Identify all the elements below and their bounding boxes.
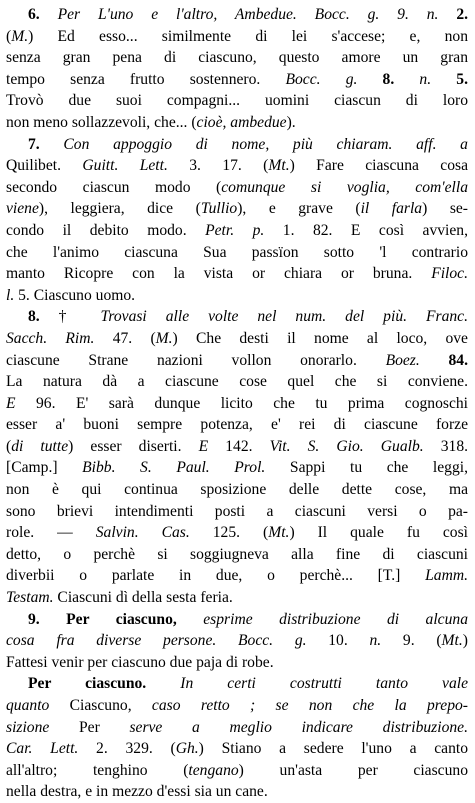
text-line: l. 5. Ciascuno uomo. <box>6 286 136 304</box>
text-line: sizione Per serve a meglio indicare distribuzione. <box>6 718 468 736</box>
entry-sense-6 <box>6 4 468 134</box>
text-line: role. — Salvin. Cas. 125. (Mt.) Il quale fu così <box>6 524 468 542</box>
text-line: diverbii o parlate in due, o perchè... [T.] Lamm. <box>6 567 468 585</box>
text-line: cosa fra diverse persone. Bocc. g. 10. n. 9. (Mt.) <box>6 632 468 650</box>
text-line: senza gran pena di ciascuno, questo amore un gran <box>6 49 468 67</box>
text-line: non meno sollazzevoli, che... (cioè, ambedue). <box>6 113 296 131</box>
text-line: secondo ciascun modo (comunque si voglia, com'ella <box>6 178 468 196</box>
text-line: quanto Ciascuno, caso retto ; se non che la prepo- <box>6 697 468 714</box>
text-line: (di tutte) esser diserti. E 142. Vit. S. Gio. Gualb. 318. <box>6 437 468 455</box>
text-line: viene), leggiera, dice (Tullio), e grave (il farla) se- <box>6 200 468 218</box>
text-line: 7. Con appoggio di nome, più chiaram. aff. a <box>28 135 468 153</box>
text-line: (M.) Ed esso... similmente di lei s'accese; e, non <box>6 27 468 45</box>
entry-sense-9 <box>6 609 468 674</box>
text-line: 9. Per ciascuno, esprime distribuzione di alcuna <box>28 610 468 628</box>
text-line: Sacch. Rim. 47. (M.) Che desti il nome al loco, ove <box>6 329 468 347</box>
text-line: Quilibet. Guitt. Lett. 3. 17. (Mt.) Fare ciascuna cosa <box>6 157 468 175</box>
text-line: esser a' buoni sempre potenza, e' rei di ciascune forze <box>6 416 468 434</box>
text-line: sono brievi intendimenti posti a ciascuni versi o pa- <box>6 502 468 520</box>
text-line: 8. † Trovasi alle volte nel num. del più. Franc. <box>28 308 468 326</box>
text-line: tempo senza frutto sostennero. Bocc. g. 8. n. 5. <box>6 70 468 88</box>
text-line: Testam. Ciascuni dì della sesta feria. <box>6 589 233 607</box>
text-line: all'altro; tenghino (tengano) un'asta per ciascuno <box>6 761 468 779</box>
text-line: E 96. E' sarà dunque licito che tu prima cognoschi <box>6 394 468 412</box>
text-line: non è qui continua sposizione delle dette cose, ma <box>6 481 468 499</box>
text-line: Car. Lett. 2. 329. (Gh.) Stiano a sedere l'uno a canto <box>6 740 468 758</box>
entry-sense-8 <box>6 306 468 608</box>
text-line: detto, o perchè si soggiugneva alla fine di ciascuni <box>6 545 468 563</box>
text-line: [Camp.] Bibb. S. Paul. Prol. Sappi tu che leggi, <box>6 459 468 477</box>
entry-sense-9b <box>6 673 468 803</box>
text-line: ciascune Strane nazioni vollon onorarlo. Boez. 84. <box>6 351 468 369</box>
text-line: Fattesi venir per ciascuno due paja di robe. <box>6 653 274 671</box>
text-line: condo il debito modo. Petr. p. 1. 82. E così avvien, <box>6 221 468 239</box>
text-line: La natura dà a ciascune cose quel che si conviene. <box>6 373 468 391</box>
text-line: 6. Per L'uno e l'altro, Ambedue. Bocc. g. 9. n. 2. <box>28 6 468 23</box>
text-line: Per ciascuno. In certi costrutti tanto vale <box>28 675 468 693</box>
text-line: manto Ricopre con la vista or chiara or bruna. Filoc. <box>6 265 468 283</box>
dictionary-page <box>6 4 468 801</box>
text-line: nella destra, e in mezzo d'essi sia un cane. <box>6 783 268 801</box>
text-line: che l'animo ciascuna Sua passïon sotto 'l contrario <box>6 243 468 261</box>
text-line: Trovò due suoi compagni... uomini ciascun di loro <box>6 92 468 110</box>
entry-sense-7 <box>6 134 468 307</box>
